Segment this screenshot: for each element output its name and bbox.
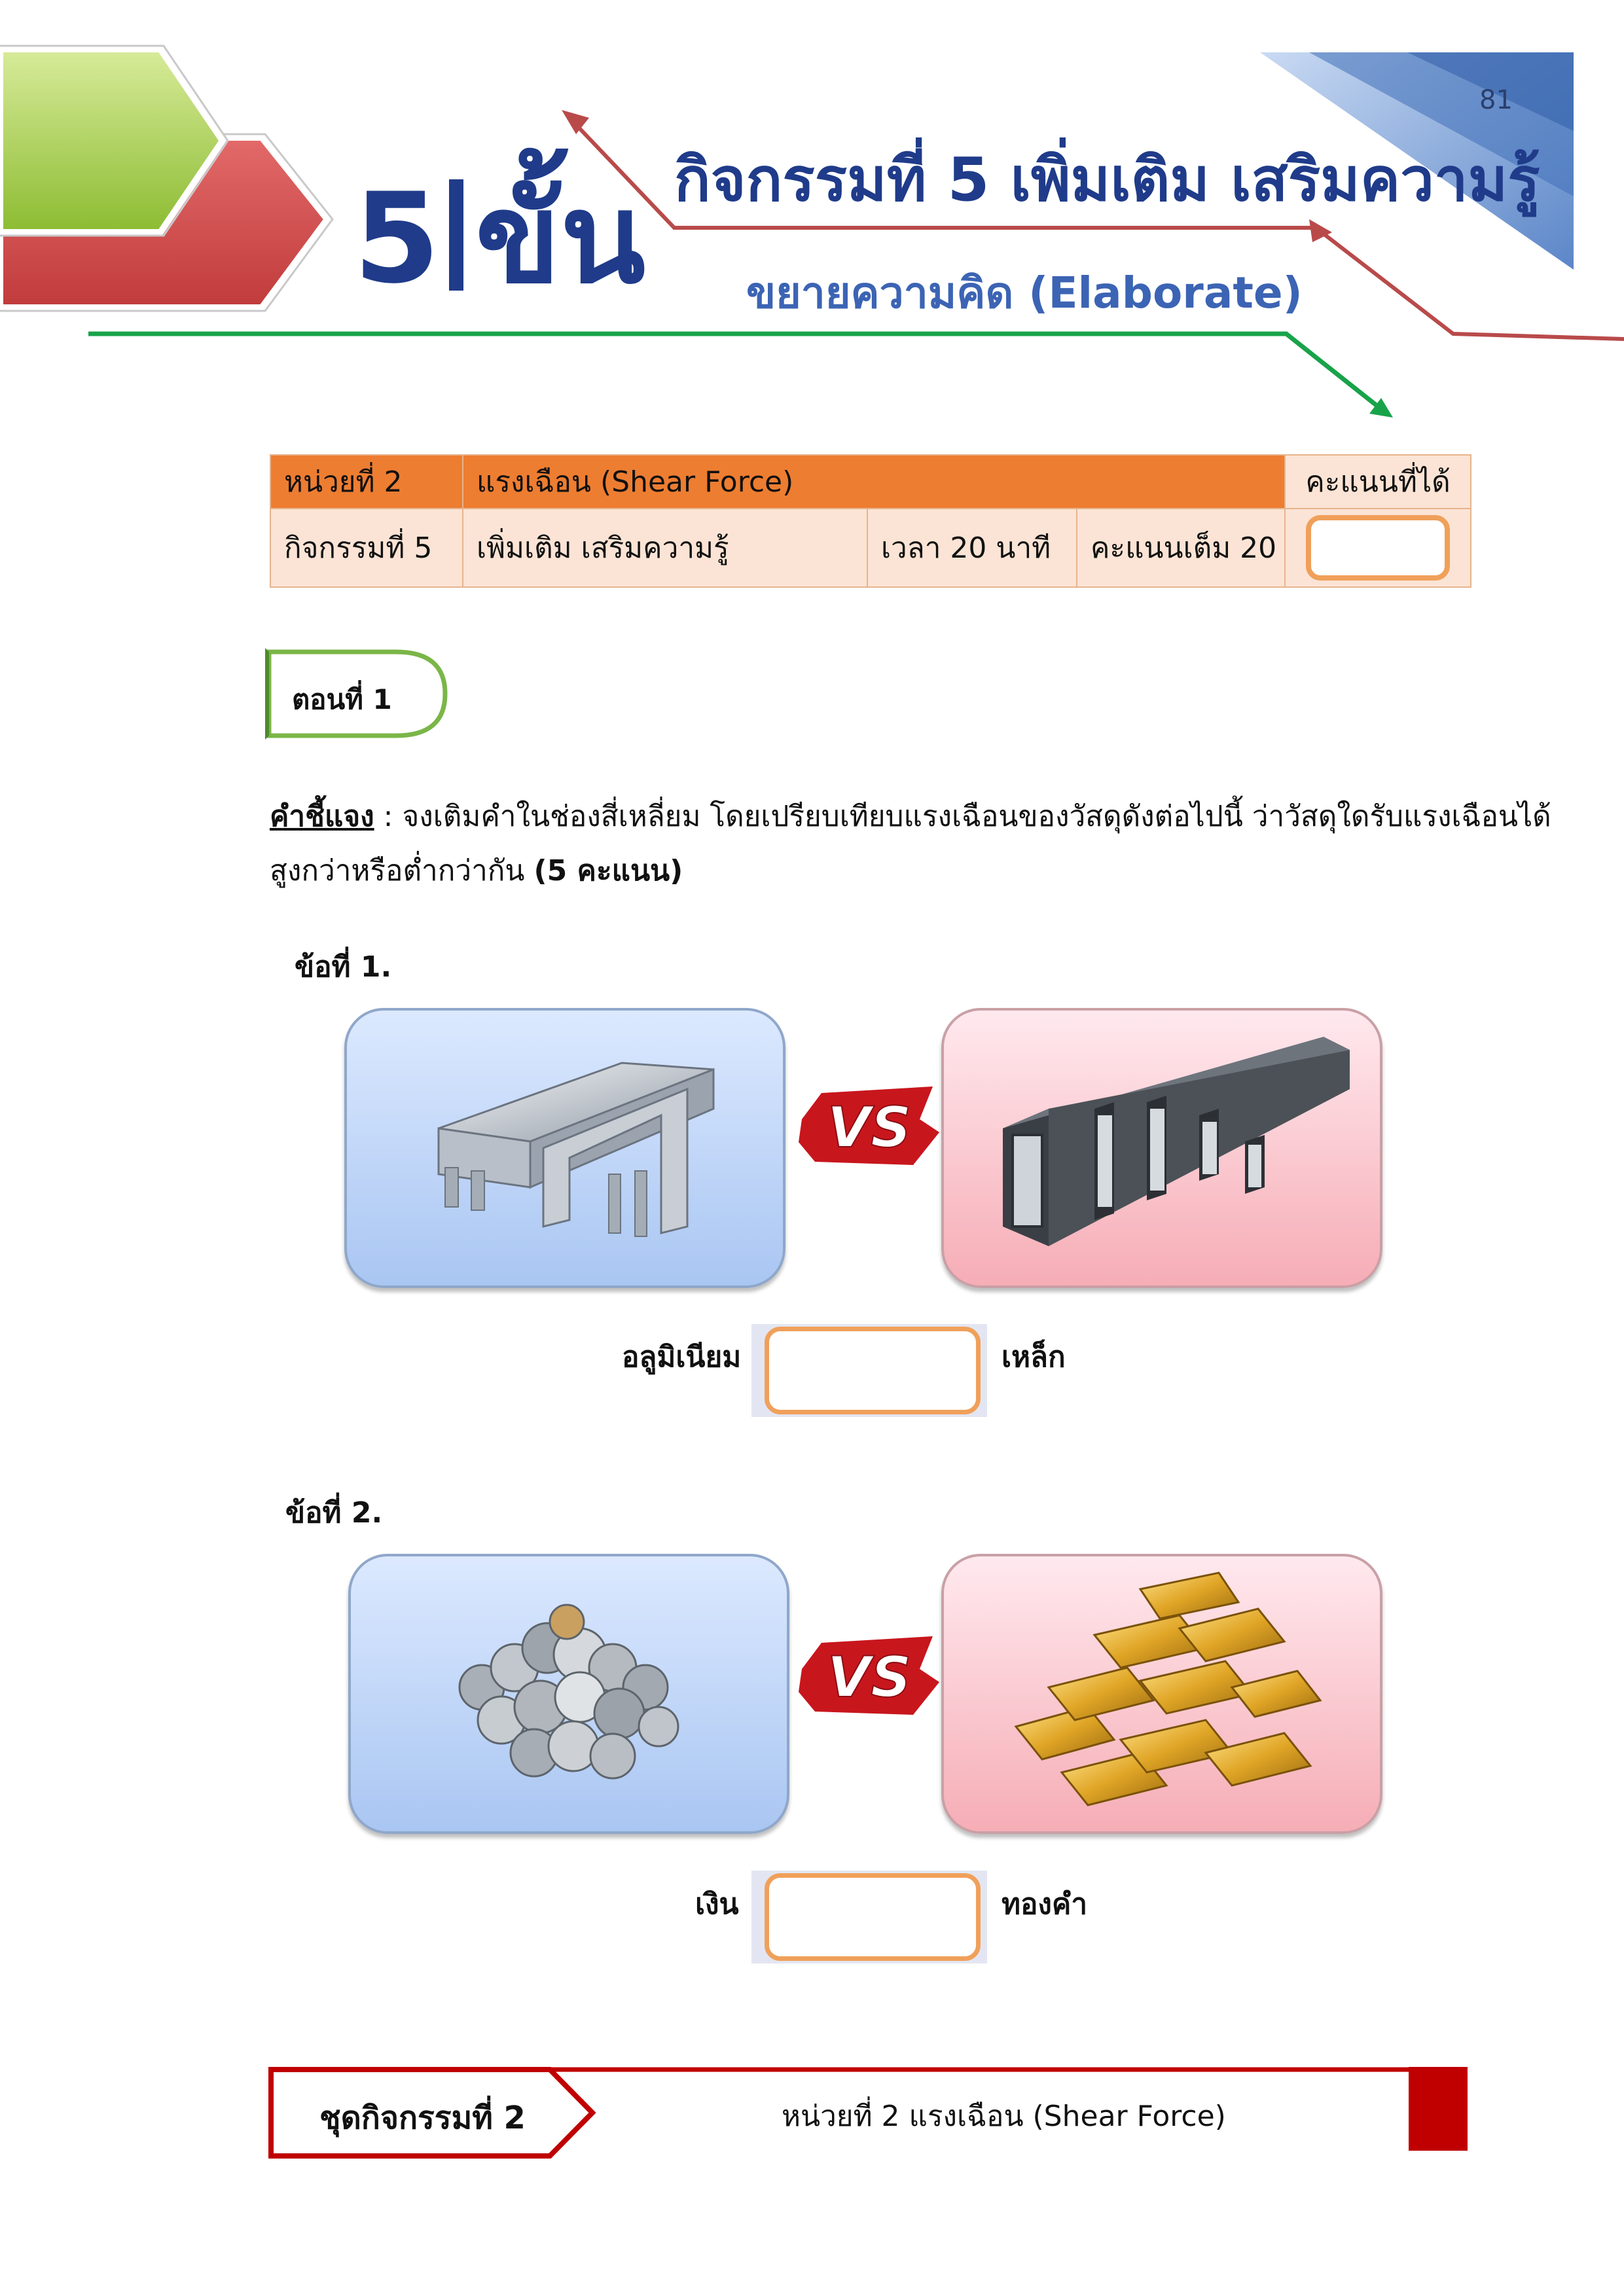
- footer-title: ชุดกิจกรรมที่ 2: [319, 2100, 526, 2136]
- question-2-right-image: [941, 1554, 1382, 1834]
- header-decoration: [0, 0, 1624, 458]
- step-number: 5: [353, 166, 441, 311]
- activity-subtitle: ขยายความคิด (Elaborate): [746, 268, 1303, 318]
- instructions-points: (5 คะแนน): [533, 854, 683, 888]
- question-1-right-material: เหล็ก: [1001, 1340, 1066, 1374]
- question-1-left-image: [344, 1008, 785, 1288]
- instructions-line-2: [270, 848, 683, 893]
- full-score: คะแนนเต็ม 20: [1077, 509, 1285, 587]
- aluminum-profile-icon: [347, 1011, 788, 1291]
- vs-icon: [795, 1630, 943, 1721]
- question-1-left-material: อลูมิเนียม: [622, 1340, 742, 1374]
- steel-tubes-icon: [944, 1011, 1385, 1291]
- question-2-label: ข้อที่ 2.: [285, 1496, 383, 1530]
- vs-text: VS: [827, 1645, 912, 1710]
- question-2-left-material: เงิน: [695, 1888, 739, 1921]
- question-2-left-image: [348, 1554, 789, 1834]
- step-divider: [449, 179, 463, 291]
- gold-bars-icon: [944, 1556, 1385, 1837]
- question-2-right-material: ทองคำ: [1001, 1888, 1088, 1921]
- page-number: 81: [1479, 85, 1513, 115]
- unit-name: แรงเฉือน (Shear Force): [463, 455, 1285, 509]
- question-1-answer-area: [751, 1324, 987, 1417]
- step-word: ขั้น: [475, 166, 645, 311]
- score-input-box[interactable]: [1306, 515, 1450, 581]
- activity-label: กิจกรรมที่ 5: [270, 509, 463, 587]
- vs-text: VS: [827, 1095, 912, 1160]
- score-obtained-label: คะแนนที่ได้: [1285, 455, 1471, 509]
- question-1-label: ข้อที่ 1.: [295, 950, 392, 984]
- unit-label: หน่วยที่ 2: [270, 455, 463, 509]
- vs-icon: [795, 1080, 943, 1172]
- instructions-line-1: [270, 793, 1551, 839]
- green-line: [88, 334, 1381, 409]
- footer-text: หน่วยที่ 2 แรงเฉือน (Shear Force): [782, 2100, 1226, 2133]
- question-1-right-image: [941, 1008, 1382, 1288]
- activity-time: เวลา 20 นาที: [867, 509, 1077, 587]
- activity-title: กิจกรรมที่ 5 เพิ่มเติม เสริมความรู้: [674, 145, 1540, 215]
- step-heading: [353, 166, 645, 311]
- instructions-label: คำชี้แจง: [270, 800, 374, 833]
- instructions-text-1: : จงเติมคำในช่องสี่เหลี่ยม โดยเปรียบเทียบแรงเฉือนของวัสดุดังต่อไปนี้ ว่าวัสดุใดรับแรงเฉือนได้: [374, 800, 1551, 833]
- part-label: ตอนที่ 1: [292, 683, 392, 715]
- silver-coins-icon: [351, 1556, 792, 1837]
- activity-name: เพิ่มเติม เสริมความรู้: [463, 509, 867, 587]
- question-2-answer-box[interactable]: [765, 1873, 981, 1961]
- activity-info-table: [270, 454, 1471, 588]
- instructions-text-2: สูงกว่าหรือต่ำกว่ากัน: [270, 854, 534, 888]
- question-1-answer-box[interactable]: [765, 1327, 981, 1414]
- score-cell: [1285, 509, 1471, 587]
- question-2-answer-area: [751, 1871, 987, 1964]
